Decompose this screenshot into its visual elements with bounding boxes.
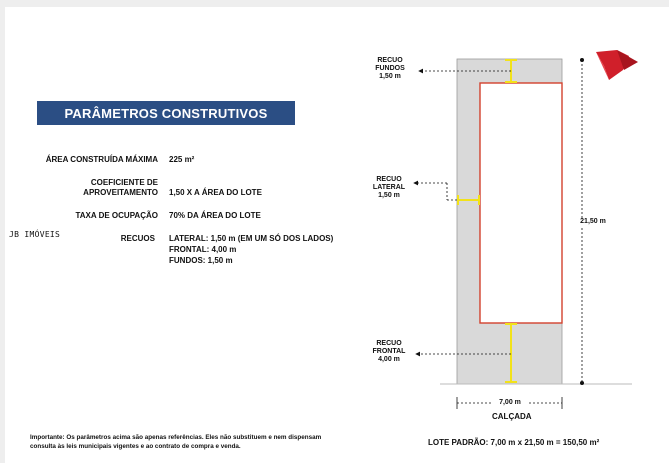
watermark-text: JB IMÓVEIS (9, 230, 61, 239)
param-label-coef-2: APROVEITAMENTO (83, 188, 158, 197)
param-value-area: 225 m² (169, 155, 195, 164)
footnote-line-2: consulta às leis municipais vigentes e ao contrato de compra e venda. (30, 443, 241, 450)
param-label-coef-1: COEFICIENTE DE (90, 178, 158, 187)
param-value-coef: 1,50 X A ÁREA DO LOTE (169, 188, 262, 197)
sidewalk-label: CALÇADA (492, 412, 532, 421)
recuo-frontal-label: RECUO FRONTAL 4,00 m (372, 340, 406, 363)
recuo-lateral-label: RECUO LATERAL 1,50 m (372, 176, 406, 199)
section-title: PARÂMETROS CONSTRUTIVOS (64, 105, 268, 121)
building-footprint (480, 83, 562, 323)
param-label-taxa: TAXA DE OCUPAÇÃO (75, 211, 158, 220)
param-label-area: ÁREA CONSTRUÍDA MÁXIMA (45, 155, 158, 164)
param-value-taxa: 70% DA ÁREA DO LOTE (169, 211, 261, 220)
lote-padrao: LOTE PADRÃO: 7,00 m x 21,50 m = 150,50 m² (428, 438, 600, 447)
width-label: 7,00 m (491, 399, 529, 407)
footnote-line-1: Importante: Os parâmetros acima são apenas referências. Eles não substituem e nem dispensam (30, 434, 322, 441)
footnote (30, 433, 390, 451)
param-label-recuos: RECUOS (120, 234, 155, 243)
param-value-recuo-frontal: FRONTAL: 4,00 m (169, 245, 237, 254)
brand-logo (596, 50, 638, 80)
height-label: 21,50 m (573, 218, 613, 226)
param-value-recuo-fundos: FUNDOS: 1,50 m (169, 256, 233, 265)
param-value-recuo-lateral: LATERAL: 1,50 m (EM UM SÓ DOS LADOS) (169, 234, 334, 243)
recuo-fundos-label: RECUO FUNDOS 1,50 m (375, 57, 405, 80)
